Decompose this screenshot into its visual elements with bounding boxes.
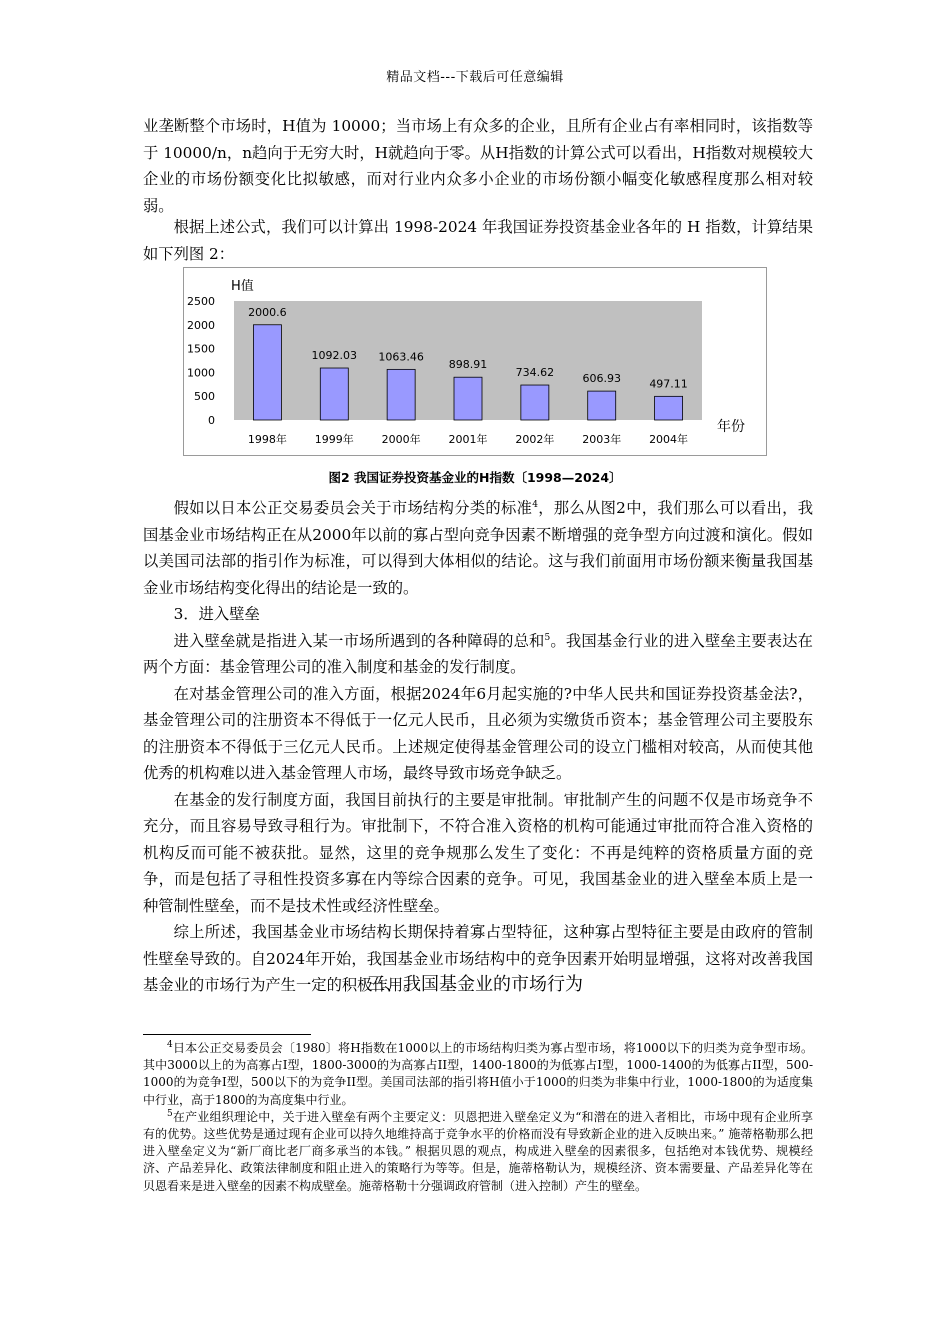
bar	[253, 325, 281, 420]
footnote-4	[143, 1040, 813, 1109]
bar-data-label: 1092.03	[311, 349, 358, 363]
paragraph-calc: 根据上述公式，我们可以计算出 1998-2024 年我国证券投资基金业各年的 H 指数，计算结果如下列图 2：	[143, 218, 813, 263]
x-tick-label: 2002年	[515, 433, 555, 446]
footnote-4-text: 日本公正交易委员会〔1980〕将H指数在1000以上的市场结构归类为寡占型市场，将1000以下的归类为竞争型市场。其中3000以上的为高寡占I型，1800-3000的为高寡占II型，1400-1800的为低寡占I型，1000-1400的为低寡占II型，500-1000的为竞争I型，500以下的为竞争II型。美国司法部的指引将H值小于1000的归类为非集中行业，1000-1800的为适度集中行业，高于1800的为高度集中行业。	[143, 1041, 813, 1107]
footnotes	[143, 1040, 813, 1195]
footnote-divider	[143, 1034, 311, 1035]
bar-data-label: 2000.6	[248, 305, 287, 319]
footnote-ref-4[interactable]: 4	[532, 499, 538, 510]
paragraph-standard-post: ，那么从图2中，我们那么可以看出，我国基金业市场结构正在从2000年以前的寡占型向竞争因素不断增强的竞争型方向过渡和演化。假如以美国司法部的指引作为标准，可以得到大体相似的结论。这与我们前面用市场份额来衡量我国基金业市场结构变化得出的结论是一致的。	[143, 499, 813, 597]
footnote-4-number: 4	[167, 1040, 173, 1050]
y-tick-label: 2000	[187, 318, 215, 332]
x-tick-label: 2000年	[381, 433, 421, 446]
main-text-block	[143, 495, 813, 999]
y-tick-label: 1000	[187, 366, 215, 380]
paragraph-barrier-post: 。我国基金行业的进入壁垒主要表达在两个方面：基金管理公司的准入制度和基金的发行制度。	[143, 631, 813, 676]
x-tick-label: 2001年	[448, 433, 488, 446]
y-tick-label: 500	[194, 390, 215, 404]
bar	[387, 369, 415, 420]
x-tick-label: 1999年	[314, 433, 354, 446]
bar	[320, 368, 348, 420]
bar-data-label: 606.93	[582, 372, 621, 386]
x-tick-label: 2004年	[649, 433, 689, 446]
h-index-chart-svg	[184, 268, 766, 455]
paragraph-access: 在对基金管理公司的准入方面，根据2024年6月起实施的?中华人民共和国证券投资基金法?，基金管理公司的注册资本不得低于一亿元人民币，且必须为实缴货币资本；基金管理公司主要股东的注册资本不得低于三亿元人民币。上述规定使得基金管理公司的设立门槛相对较高，从而使其他优秀的机构难以进入基金管理人市场，最终导致市场竞争缺乏。	[143, 684, 813, 782]
paragraph-standard	[143, 495, 813, 601]
y-tick-label: 2500	[187, 295, 215, 308]
paragraph-barrier-pre: 进入壁垒就是指进入某一市场所遇到的各种障碍的总和	[173, 631, 545, 650]
paragraph-issue: 在基金的发行制度方面，我国目前执行的主要是审批制。审批制产生的问题不仅是市场竞争不充分，而且容易导致寻租行为。审批制下，不符合准入资格的机构可能通过审批而符合准入资格的机构反而可能不被获批。显然，这里的竞争规那么发生了变化：不再是纯粹的资格质量方面的竞争，而是包括了寻租性投资多寡在内等综合因素的竞争。可见，我国基金业的进入壁垒本质上是一种管制性壁垒，而不是技术性或经济性壁垒。	[143, 790, 813, 915]
bar	[588, 391, 616, 420]
paragraph-intro: 业垄断整个市场时，H值为 10000；当市场上有众多的企业，且所有企业占有率相同时，该指数等于 10000/n，n趋向于无穷大时，H就趋向于零。从H指数的计算公式可以看出，H指数对规模较大企业的市场份额变化比拟敏感，而对行业内众多小企业的市场份额小幅变化敏感程度那么相对较弱。	[143, 117, 813, 215]
heading-barrier: 3．进入壁垒	[173, 605, 260, 623]
paragraph-standard-pre: 假如以日本公正交易委员会关于市场结构分类的标准	[173, 499, 533, 517]
calc-paragraph-block	[143, 214, 813, 267]
bar-data-label: 497.11	[649, 377, 688, 391]
page-header: 精品文档---下载后可任意编辑	[386, 70, 564, 85]
x-tick-label: 1998年	[247, 433, 287, 446]
intro-paragraph-block	[143, 113, 813, 219]
paragraph-summary: 综上所述，我国基金业市场结构长期保持着寡占型特征，这种寡占型特征主要是由政府的管制性壁垒导致的。自2024年开始，我国基金业市场结构中的竞争因素开始明显增强，这将对改善我国基金业的市场行为产生一定的积极作用。	[143, 923, 813, 994]
footnote-5-text: 在产业组织理论中，关于进入壁垒有两个主要定义：贝恩把进入壁垒定义为“和潜在的进入者相比，市场中现有企业所享有的优势。这些优势是通过现有企业可以持久地维持高于竞争水平的价格而没有导致新企业的进入反映出来。” 施蒂格勒那么把进入壁垒定义为“新厂商比老厂商多承当的本钱。” 根据贝恩的观点，构成进入壁垒的因素很多，包括绝对本钱优势、规模经济、产品差异化、政策法律制度和阻止进入的策略行为等等。但是，施蒂格勒认为，规模经济、资本需要量、产品差异化等在贝恩看来是进入壁垒的因素不构成壁垒。施蒂格勒十分强调政府管制（进入控制）产生的壁垒。	[143, 1109, 813, 1193]
h-index-chart	[183, 267, 767, 456]
footnote-ref-5[interactable]: 5	[544, 632, 551, 643]
bar	[454, 377, 482, 420]
bar	[521, 385, 549, 420]
section-title: 三、我国基金业的市场行为	[367, 974, 583, 995]
bar-data-label: 1063.46	[378, 350, 424, 364]
x-axis-label: 年份	[717, 419, 745, 435]
bar-data-label: 734.62	[515, 366, 555, 380]
y-axis-label: H值	[231, 279, 254, 294]
y-tick-label: 0	[208, 414, 215, 427]
footnote-5	[143, 1109, 813, 1195]
y-tick-label: 1500	[187, 342, 215, 356]
footnote-5-number: 5	[167, 1108, 173, 1119]
chart-caption: 图2 我国证券投资基金业的H指数〔1998—2024〕	[328, 470, 622, 485]
paragraph-barrier	[143, 628, 813, 681]
bar	[655, 396, 683, 420]
x-tick-label: 2003年	[582, 433, 622, 446]
bar-data-label: 898.91	[448, 358, 488, 372]
